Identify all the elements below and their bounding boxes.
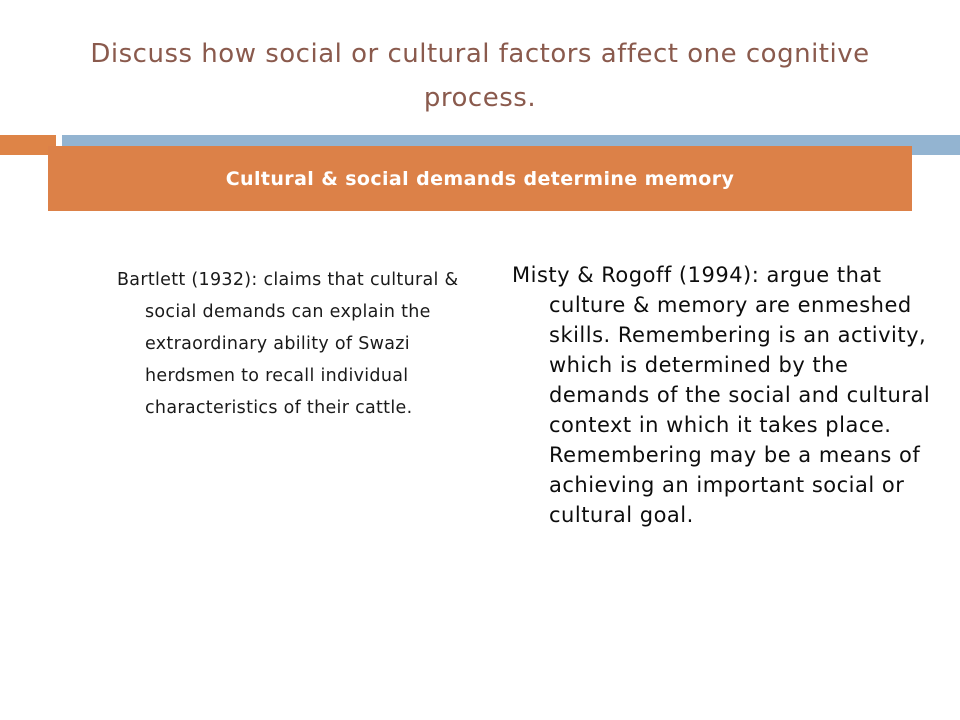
bartlett-paragraph: Bartlett (1932): claims that cultural & social demands can explain the extraordinary ability of Swazi herdsmen to recall individual characteristics of their cattle. (117, 270, 459, 418)
misty-rogoff-paragraph: Misty & Rogoff (1994): argue that culture & memory are enmeshed skills. Remembering is an activity, which is determined by the demands of the social and cultural context in which it takes place. Remembering may be a means of achieving an important social or cultural goal. (512, 263, 931, 527)
banner-heading: Cultural & social demands determine memory (225, 167, 735, 190)
section-banner (48, 146, 912, 211)
slide-title: Discuss how social or cultural factors affect one cognitive process. (90, 39, 870, 113)
